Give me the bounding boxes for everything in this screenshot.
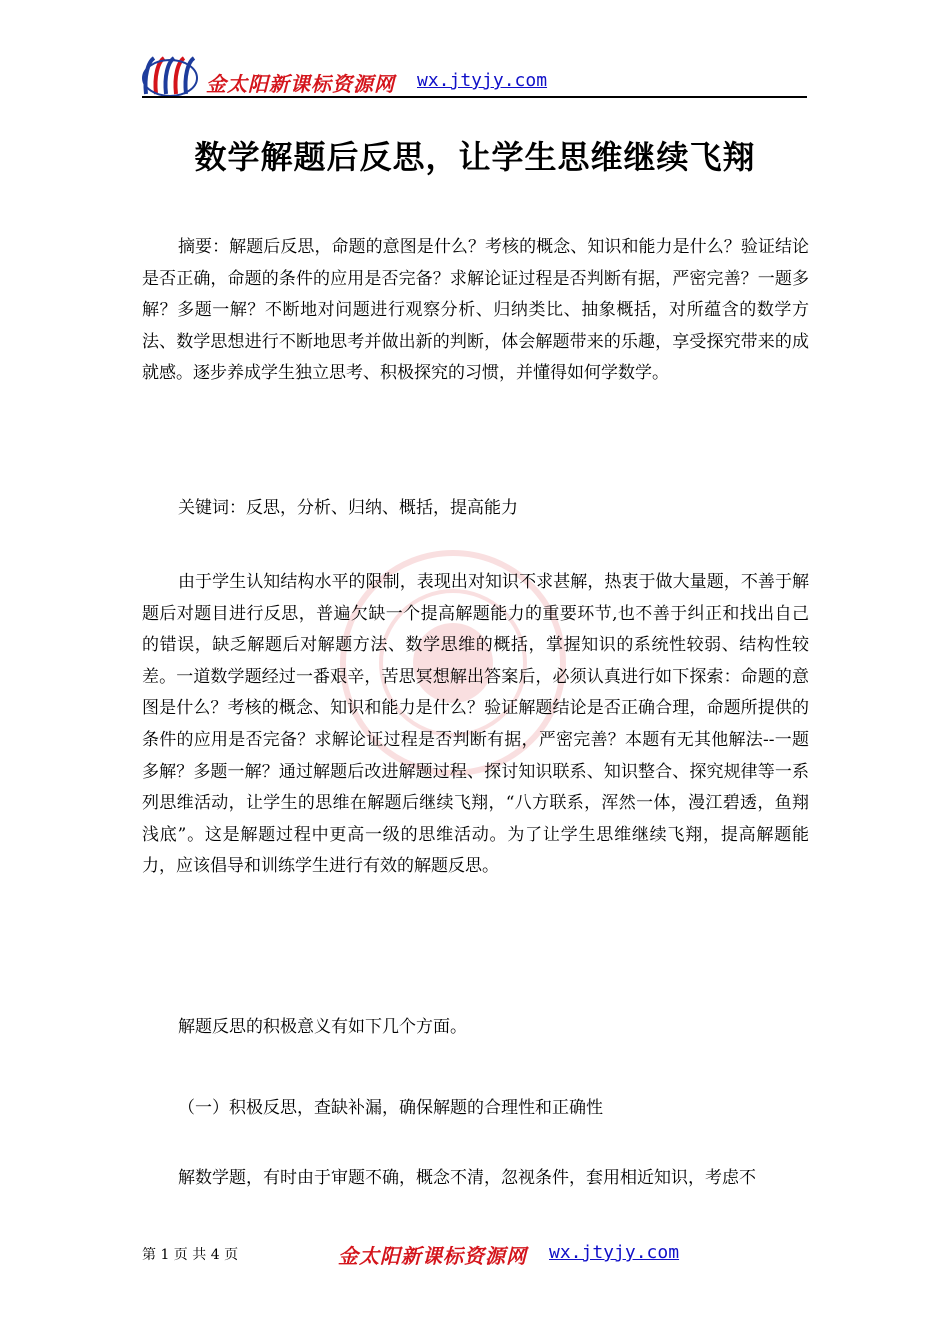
document-title: 数学解题后反思，让学生思维继续飞翔 [194, 138, 756, 176]
header-brand-name: 金太阳新课标资源网 [206, 72, 395, 96]
section-1-heading: （一）积极反思，查缺补漏，确保解题的合理性和正确性 [178, 1098, 603, 1118]
brand-logo-icon [142, 54, 198, 98]
keywords-paragraph: 关键词：反思，分析、归纳、概括，提高能力 [178, 498, 518, 518]
footer-brand-name: 金太阳新课标资源网 [338, 1244, 527, 1268]
header-divider [142, 96, 807, 98]
abstract-paragraph: 摘要：解题后反思，命题的意图是什么？考核的概念、知识和能力是什么？验证结论是否正确，命题的条件的应用是否完备？求解论证过程是否判断有据，严密完善？一题多解？多题一解？不断地对问题进行观察分析、归纳类比、抽象概括，对所蕴含的数学方法、数学思想进行不断地思考并做出新的判断，体会解题带来的乐趣，享受探究带来的成就感。逐步养成学生独立思考、积极探究的习惯，并懂得如何学数学。 [142, 237, 809, 384]
intro-paragraph: 由于学生认知结构水平的限制，表现出对知识不求甚解，热衷于做大量题，不善于解题后对题目进行反思，普遍欠缺一个提高解题能力的重要环节,也不善于纠正和找出自己的错误，缺乏解题后对解题方法、数学思维的概括，掌握知识的系统性较弱、结构性较差。一道数学题经过一番艰辛，苦思冥想解出答案后，必须认真进行如下探索：命题的意图是什么？考核的概念、知识和能力是什么？验证解题结论是否正确合理，命题所提供的条件的应用是否完备？求解论证过程是否判断有据，严密完善？本题有无其他解法--一题多解？多题一解？通过解题后改进解题过程、探讨知识联系、知识整合、探究规律等一系列思维活动，让学生的思维在解题后继续飞翔，“八方联系，浑然一体，漫江碧透，鱼翔浅底”。这是解题过程中更高一级的思维活动。为了让学生思维继续飞翔，提高解题能力，应该倡导和训练学生进行有效的解题反思。 [142, 572, 809, 877]
header-url-link[interactable]: wx.jtyjy.com [417, 70, 548, 91]
page-footer [142, 1238, 807, 1268]
section-1-body: 解数学题，有时由于审题不确，概念不清，忽视条件，套用相近知识，考虑不 [178, 1168, 756, 1188]
significance-paragraph: 解题反思的积极意义有如下几个方面。 [178, 1017, 467, 1037]
footer-url-link[interactable]: wx.jtyjy.com [549, 1242, 680, 1263]
page-header [142, 52, 807, 98]
page-number: 第 1 页 共 4 页 [142, 1247, 239, 1263]
